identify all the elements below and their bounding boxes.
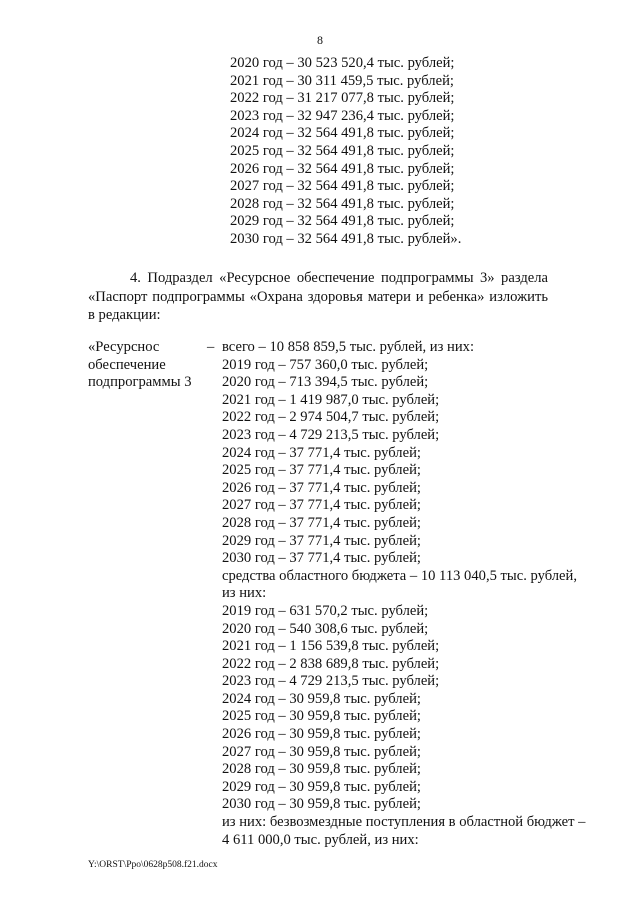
year-amount-line: 2021 год – 30 311 459,5 тыс. рублей;	[230, 72, 454, 89]
label-line: подпрограммы 3	[88, 374, 192, 391]
table-dash: –	[207, 339, 215, 355]
year-amount-line: 2024 год – 32 564 491,8 тыс. рублей;	[230, 125, 455, 142]
content-line: 2026 год – 37 771,4 тыс. рублей;	[222, 479, 421, 496]
content-line: 2024 год – 37 771,4 тыс. рублей;	[222, 444, 421, 461]
content-line: 2020 год – 713 394,5 тыс. рублей;	[222, 374, 429, 391]
content-line: из них: безвозмездные поступления в областной бюджет –	[222, 814, 586, 831]
page-number: 8	[317, 33, 323, 47]
table-label-cell	[88, 339, 192, 392]
year-amount-line: 2022 год – 31 217 077,8 тыс. рублей;	[230, 90, 455, 107]
paragraph-line: 4. Подраздел «Ресурсное обеспечение подпрограммы 3» раздела	[130, 270, 548, 286]
label-line: «Ресурснос	[88, 339, 160, 355]
content-line: 2027 год – 30 959,8 тыс. рублей;	[222, 743, 421, 760]
year-amount-line: 2025 год – 32 564 491,8 тыс. рублей;	[230, 142, 455, 159]
paragraph-line: в редакции:	[88, 307, 161, 323]
content-line: 2023 год – 4 729 213,5 тыс. рублей;	[222, 426, 440, 443]
content-line: 2021 год – 1 419 987,0 тыс. рублей;	[222, 391, 440, 408]
file-path-footer: Y:\ORST\Ppo\0628p508.f21.docx	[88, 860, 218, 870]
content-line: 2025 год – 37 771,4 тыс. рублей;	[222, 462, 421, 479]
content-line: 2023 год – 4 729 213,5 тыс. рублей;	[222, 673, 440, 690]
content-line: 2025 год – 30 959,8 тыс. рублей;	[222, 708, 421, 725]
year-amount-line: 2026 год – 32 564 491,8 тыс. рублей;	[230, 160, 455, 177]
content-line: 2029 год – 30 959,8 тыс. рублей;	[222, 778, 421, 795]
year-amount-line: 2028 год – 32 564 491,8 тыс. рублей;	[230, 195, 455, 212]
year-amount-line: 2027 год – 32 564 491,8 тыс. рублей;	[230, 178, 455, 195]
content-line: из них:	[222, 585, 267, 602]
content-line: 2019 год – 757 360,0 тыс. рублей;	[222, 356, 429, 373]
content-line: 2024 год – 30 959,8 тыс. рублей;	[222, 690, 421, 707]
content-line: 2030 год – 37 771,4 тыс. рублей;	[222, 550, 421, 567]
content-line: 2028 год – 30 959,8 тыс. рублей;	[222, 761, 421, 778]
content-line: 2022 год – 2 974 504,7 тыс. рублей;	[222, 409, 440, 426]
content-line: средства областного бюджета – 10 113 040,5 тыс. рублей,	[222, 567, 577, 584]
content-line: 2021 год – 1 156 539,8 тыс. рублей;	[222, 638, 440, 655]
content-line: 2026 год – 30 959,8 тыс. рублей;	[222, 726, 421, 743]
content-line: 2022 год – 2 838 689,8 тыс. рублей;	[222, 655, 440, 672]
label-line: обеспечение	[88, 356, 166, 373]
content-line: 2030 год – 30 959,8 тыс. рублей;	[222, 796, 421, 813]
content-line: 2027 год – 37 771,4 тыс. рублей;	[222, 497, 421, 514]
table-content-cell	[222, 339, 586, 849]
content-line: 2028 год – 37 771,4 тыс. рублей;	[222, 514, 421, 531]
year-amount-line: 2020 год – 30 523 520,4 тыс. рублей;	[230, 55, 455, 71]
content-line: 2020 год – 540 308,6 тыс. рублей;	[222, 620, 429, 637]
paragraph-line: «Паспорт подпрограммы «Охрана здоровья матери и ребенка» изложить	[88, 288, 548, 305]
content-line: всего – 10 858 859,5 тыс. рублей, из них:	[222, 339, 475, 355]
content-line: 4 611 000,0 тыс. рублей, из них:	[222, 831, 419, 848]
year-amount-line: 2023 год – 32 947 236,4 тыс. рублей;	[230, 107, 455, 124]
amendment-paragraph	[88, 269, 548, 325]
content-line: 2019 год – 631 570,2 тыс. рублей;	[222, 602, 429, 619]
year-amount-line: 2029 год – 32 564 491,8 тыс. рублей;	[230, 213, 455, 230]
year-amount-line: 2030 год – 32 564 491,8 тыс. рублей».	[230, 230, 462, 247]
funding-by-year-list	[230, 55, 461, 249]
content-line: 2029 год – 37 771,4 тыс. рублей;	[222, 532, 421, 549]
